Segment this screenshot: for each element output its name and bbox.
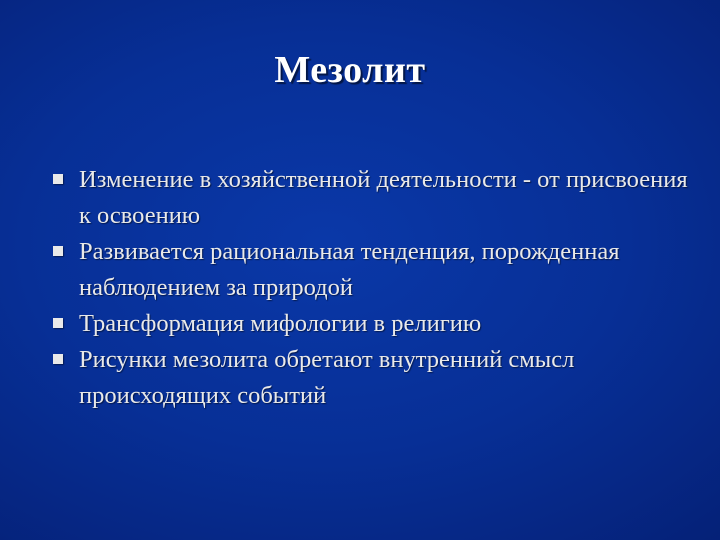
slide-title: Мезолит [274,49,426,91]
bullet-item-3 [50,306,690,342]
bullet-text-3: Трансформация мифологии в религию [79,310,482,337]
bullet-text-1: Изменение в хозяйственной деятельности - от присвоения к освоению [79,166,688,229]
bullet-item-2 [50,234,690,306]
bullet-text-2: Развивается рациональная тенденция, порожденная наблюдением за природой [79,238,620,301]
square-bullet-icon [53,174,63,184]
square-bullet-icon [53,354,63,364]
square-bullet-icon [53,246,63,256]
bullet-item-1 [50,162,690,234]
square-bullet-icon [53,318,63,328]
bullet-text-4: Рисунки мезолита обретают внутренний смысл происходящих событий [79,346,575,409]
bullet-item-4 [50,342,690,414]
bullet-list [50,162,690,414]
